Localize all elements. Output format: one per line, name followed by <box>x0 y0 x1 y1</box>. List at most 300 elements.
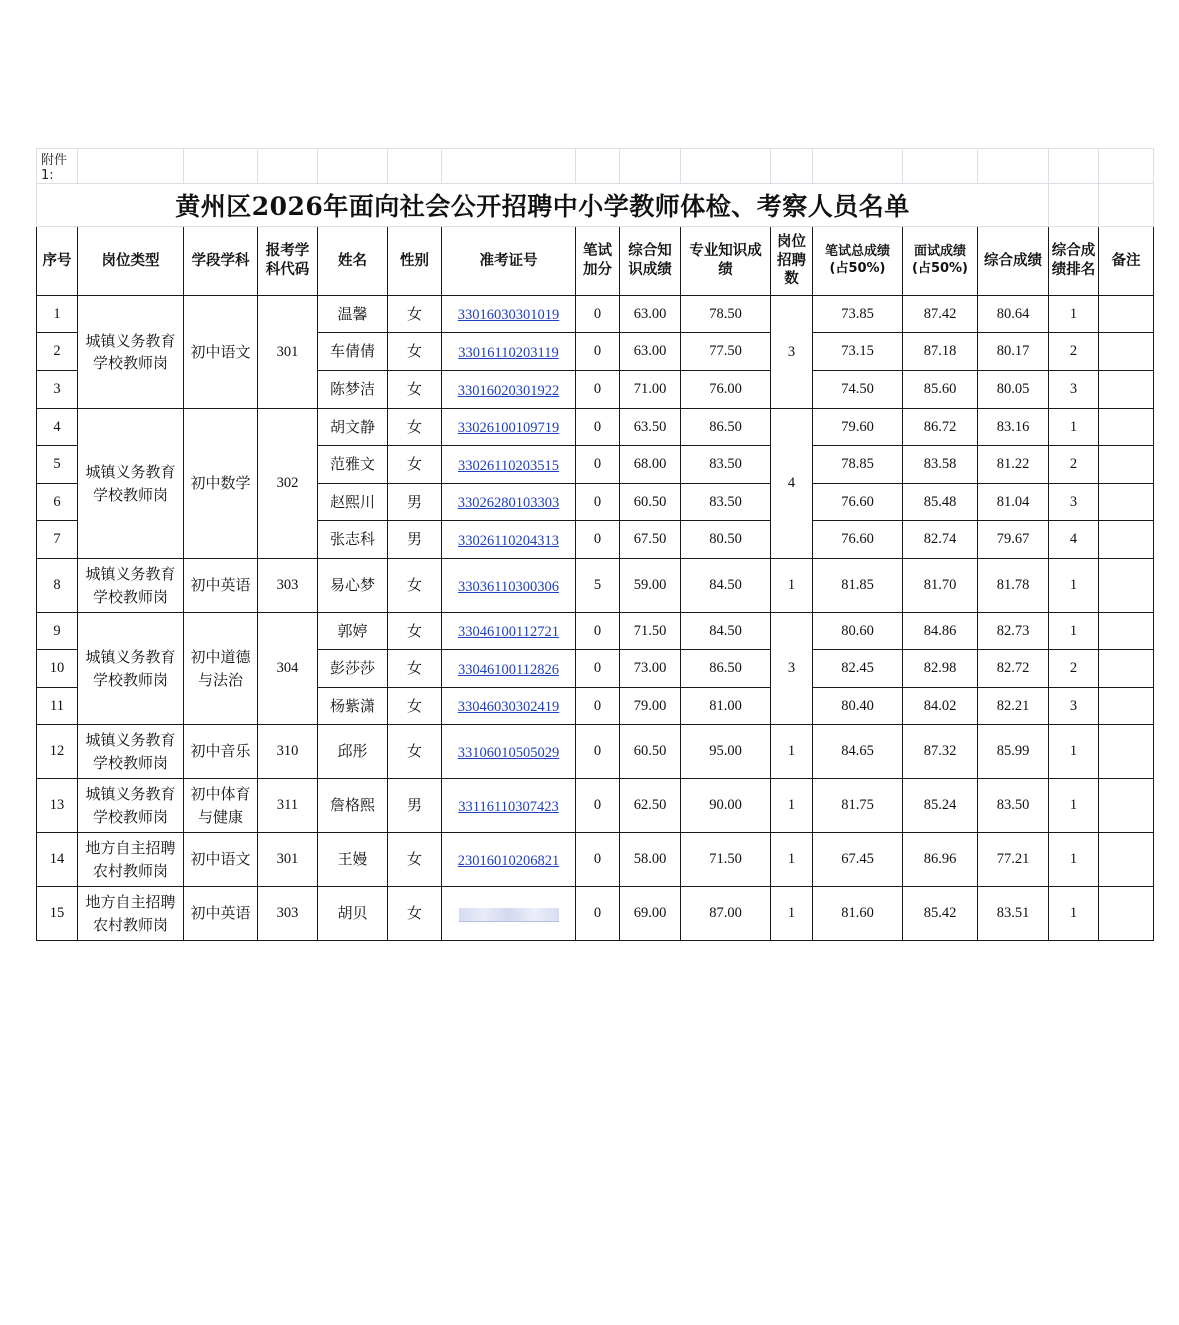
cell-exam-no <box>442 779 576 833</box>
cell-interview: 87.42 <box>903 296 978 333</box>
cell-post-type <box>78 613 184 725</box>
post-type-line: 城镇义务教育 <box>85 565 176 583</box>
table-row <box>37 613 1154 650</box>
table-row <box>37 559 1154 613</box>
cell-quota: 3 <box>771 296 813 409</box>
cell-composite: 81.78 <box>978 559 1049 613</box>
cell-exam-no <box>442 613 576 650</box>
cell-gender: 女 <box>388 613 442 650</box>
cell-written: 81.85 <box>813 559 903 613</box>
header-code-line: 科代码 <box>265 262 310 278</box>
cell-written: 78.85 <box>813 446 903 484</box>
cell-general: 63.00 <box>620 296 681 333</box>
cell-name: 温馨 <box>318 296 388 333</box>
post-type-line: 地方自主招聘 <box>85 839 176 857</box>
cell-general: 58.00 <box>620 833 681 887</box>
exam-no-link[interactable]: 33046100112721 <box>458 624 559 640</box>
cell-rank: 2 <box>1049 446 1099 484</box>
cell-exam-no <box>442 559 576 613</box>
cell-quota: 1 <box>771 887 813 941</box>
post-type-line: 城镇义务教育 <box>85 731 176 749</box>
cell-composite: 81.04 <box>978 484 1049 521</box>
cell-gender: 女 <box>388 650 442 688</box>
cell-gender: 女 <box>388 688 442 725</box>
cell-exam-no <box>442 484 576 521</box>
cell-name: 车倩倩 <box>318 333 388 371</box>
cell-rank: 2 <box>1049 650 1099 688</box>
cell-exam-no <box>442 371 576 409</box>
cell-code: 303 <box>258 887 318 941</box>
header-code <box>258 227 318 296</box>
cell-subject <box>184 779 258 833</box>
cell-written: 80.60 <box>813 613 903 650</box>
cell-exam-no <box>442 725 576 779</box>
exam-no-link[interactable]: 33026110203515 <box>458 457 559 474</box>
cell-seq: 13 <box>37 779 78 833</box>
cell-interview: 84.86 <box>903 613 978 650</box>
header-name: 姓名 <box>318 227 388 296</box>
cell-subject <box>184 409 258 559</box>
cell-professional: 86.50 <box>681 409 771 446</box>
cell-rank: 3 <box>1049 484 1099 521</box>
cell-subject <box>184 296 258 409</box>
cell-general: 71.00 <box>620 371 681 409</box>
cell-code: 303 <box>258 559 318 613</box>
cell-seq: 5 <box>37 446 78 484</box>
header-written <box>813 227 903 296</box>
cell-seq: 8 <box>37 559 78 613</box>
cell-interview: 85.42 <box>903 887 978 941</box>
header-general-line: 识成绩 <box>628 262 672 278</box>
cell-rank: 3 <box>1049 371 1099 409</box>
post-type-line: 城镇义务教育 <box>85 463 176 481</box>
cell-composite: 82.73 <box>978 613 1049 650</box>
table-row <box>37 887 1154 941</box>
cell-quota: 1 <box>771 725 813 779</box>
post-type-line: 学校教师岗 <box>92 485 168 504</box>
cell-composite: 85.99 <box>978 725 1049 779</box>
subject-line: 初中英语 <box>190 904 251 923</box>
header-seq: 序号 <box>37 227 78 296</box>
cell-interview: 83.58 <box>903 446 978 484</box>
cell-composite: 83.51 <box>978 887 1049 941</box>
cell-gender: 女 <box>388 725 442 779</box>
header-written-line: (占50%) <box>829 261 886 276</box>
cell-remark <box>1099 521 1154 559</box>
cell-gender: 女 <box>388 446 442 484</box>
cell-written: 80.40 <box>813 688 903 725</box>
cell-gender: 男 <box>388 521 442 559</box>
post-type-line: 地方自主招聘 <box>85 893 176 911</box>
cell-name: 张志科 <box>318 521 388 559</box>
cell-bonus: 5 <box>576 559 620 613</box>
post-type-line: 城镇义务教育 <box>85 331 176 350</box>
subject-line: 初中数学 <box>190 474 251 493</box>
cell-name: 郭婷 <box>318 613 388 650</box>
header-quota-line: 岗位 <box>777 233 806 250</box>
cell-exam-no <box>442 333 576 371</box>
page-title: 黄州区2026年面向社会公开招聘中小学教师体检、考察人员名单 <box>37 184 1049 227</box>
table-row <box>37 296 1154 333</box>
cell-code: 301 <box>258 296 318 409</box>
exam-no-link[interactable]: 33016110203119 <box>458 344 559 361</box>
post-type-line: 城镇义务教育 <box>85 785 176 803</box>
redacted-exam-no <box>459 908 559 922</box>
header-exam-no: 准考证号 <box>442 227 576 296</box>
post-type-line: 农村教师岗 <box>92 861 168 880</box>
cell-exam-no <box>442 688 576 725</box>
cell-composite: 79.67 <box>978 521 1049 559</box>
cell-rank: 1 <box>1049 725 1099 779</box>
cell-gender: 女 <box>388 833 442 887</box>
cell-remark <box>1099 725 1154 779</box>
cell-composite: 77.21 <box>978 833 1049 887</box>
cell-composite: 83.50 <box>978 779 1049 833</box>
cell-post-type <box>78 296 184 409</box>
cell-name: 易心梦 <box>318 559 388 613</box>
cell-general: 59.00 <box>620 559 681 613</box>
cell-interview: 85.48 <box>903 484 978 521</box>
cell-gender: 女 <box>388 333 442 371</box>
cell-remark <box>1099 296 1154 333</box>
cell-written: 81.60 <box>813 887 903 941</box>
subject-line: 初中英语 <box>190 576 251 595</box>
cell-seq: 14 <box>37 833 78 887</box>
header-gender: 性别 <box>388 227 442 296</box>
cell-written: 76.60 <box>813 484 903 521</box>
cell-general: 60.50 <box>620 725 681 779</box>
cell-composite: 82.21 <box>978 688 1049 725</box>
cell-interview: 87.32 <box>903 725 978 779</box>
cell-name: 詹格熙 <box>318 779 388 833</box>
subject-line: 初中音乐 <box>190 742 251 761</box>
post-type-line: 学校教师岗 <box>92 670 168 689</box>
cell-exam-no <box>442 409 576 446</box>
cell-subject <box>184 725 258 779</box>
cell-name: 胡贝 <box>318 887 388 941</box>
cell-rank: 1 <box>1049 409 1099 446</box>
cell-interview: 82.74 <box>903 521 978 559</box>
cell-general: 60.50 <box>620 484 681 521</box>
cell-seq: 1 <box>37 296 78 333</box>
exam-no-link[interactable]: 33016030301019 <box>457 307 560 323</box>
cell-written: 74.50 <box>813 371 903 409</box>
cell-remark <box>1099 333 1154 371</box>
cell-name: 范雅文 <box>318 446 388 484</box>
cell-professional: 90.00 <box>681 779 771 833</box>
cell-subject <box>184 833 258 887</box>
post-type-line: 城镇义务教育 <box>85 648 176 666</box>
cell-composite: 81.22 <box>978 446 1049 484</box>
cell-written: 84.65 <box>813 725 903 779</box>
cell-gender: 女 <box>388 371 442 409</box>
cell-remark <box>1099 650 1154 688</box>
cell-seq: 2 <box>37 333 78 371</box>
exam-no-link[interactable]: 33106010505029 <box>457 744 560 761</box>
cell-general: 68.00 <box>620 446 681 484</box>
cell-rank: 1 <box>1049 559 1099 613</box>
cell-remark <box>1099 371 1154 409</box>
cell-name: 杨紫潇 <box>318 688 388 725</box>
cell-written: 67.45 <box>813 833 903 887</box>
cell-remark <box>1099 484 1154 521</box>
table-row <box>37 725 1154 779</box>
cell-quota: 1 <box>771 559 813 613</box>
cell-professional: 84.50 <box>681 613 771 650</box>
header-written-line: 笔试总成绩 <box>824 244 890 260</box>
cell-professional: 78.50 <box>681 296 771 333</box>
post-type-line: 学校教师岗 <box>92 753 168 772</box>
table-row <box>37 409 1154 446</box>
cell-subject <box>184 559 258 613</box>
cell-exam-no <box>442 887 576 941</box>
header-interview <box>903 227 978 296</box>
cell-seq: 4 <box>37 409 78 446</box>
cell-name: 彭莎莎 <box>318 650 388 688</box>
cell-interview: 86.72 <box>903 409 978 446</box>
header-rank <box>1049 227 1099 296</box>
post-type-line: 学校教师岗 <box>92 807 168 826</box>
subject-line: 初中道德 <box>190 648 251 666</box>
cell-bonus: 0 <box>576 484 620 521</box>
cell-professional: 81.00 <box>681 688 771 725</box>
header-professional-line: 专业知识成 <box>689 243 762 260</box>
cell-seq: 3 <box>37 371 78 409</box>
cell-remark <box>1099 887 1154 941</box>
subject-line: 初中语文 <box>190 342 251 361</box>
cell-written: 73.15 <box>813 333 903 371</box>
cell-general: 79.00 <box>620 688 681 725</box>
cell-professional: 87.00 <box>681 887 771 941</box>
cell-bonus: 0 <box>576 371 620 409</box>
cell-composite: 80.64 <box>978 296 1049 333</box>
header-quota-line: 招聘 <box>777 252 806 269</box>
cell-rank: 1 <box>1049 613 1099 650</box>
cell-professional: 77.50 <box>681 333 771 371</box>
cell-bonus: 0 <box>576 779 620 833</box>
exam-no-link[interactable]: 33026110204313 <box>458 532 559 549</box>
header-professional <box>681 227 771 296</box>
attachment-row <box>37 149 1154 184</box>
cell-code: 311 <box>258 779 318 833</box>
cell-gender: 男 <box>388 779 442 833</box>
cell-post-type <box>78 725 184 779</box>
header-composite: 综合成绩 <box>978 227 1049 296</box>
exam-no-link[interactable]: 33116110307423 <box>458 798 559 815</box>
cell-written: 73.85 <box>813 296 903 333</box>
header-bonus <box>576 227 620 296</box>
cell-post-type <box>78 559 184 613</box>
header-bonus-line: 笔试 <box>583 243 612 260</box>
exam-no-link[interactable]: 23016010206821 <box>457 852 560 869</box>
cell-name: 王嫚 <box>318 833 388 887</box>
cell-bonus: 0 <box>576 688 620 725</box>
cell-exam-no <box>442 296 576 333</box>
exam-no-link[interactable]: 33026280103303 <box>457 495 560 511</box>
cell-subject <box>184 613 258 725</box>
cell-bonus: 0 <box>576 521 620 559</box>
cell-rank: 1 <box>1049 887 1099 941</box>
cell-written: 81.75 <box>813 779 903 833</box>
cell-written: 82.45 <box>813 650 903 688</box>
cell-code: 302 <box>258 409 318 559</box>
cell-professional: 84.50 <box>681 559 771 613</box>
subject-line: 初中语文 <box>190 850 251 869</box>
candidate-table <box>36 148 1154 941</box>
table-header-row <box>37 227 1154 296</box>
cell-interview: 85.24 <box>903 779 978 833</box>
cell-bonus: 0 <box>576 833 620 887</box>
cell-seq: 9 <box>37 613 78 650</box>
cell-remark <box>1099 688 1154 725</box>
cell-composite: 80.17 <box>978 333 1049 371</box>
cell-quota: 1 <box>771 833 813 887</box>
cell-bonus: 0 <box>576 409 620 446</box>
header-professional-line: 绩 <box>718 262 733 278</box>
cell-interview: 81.70 <box>903 559 978 613</box>
cell-post-type <box>78 779 184 833</box>
cell-seq: 11 <box>37 688 78 725</box>
cell-name: 胡文静 <box>318 409 388 446</box>
subject-line: 与法治 <box>197 670 243 689</box>
cell-name: 陈梦洁 <box>318 371 388 409</box>
subject-line: 与健康 <box>197 807 243 826</box>
header-rank-line: 绩排名 <box>1051 262 1096 278</box>
header-bonus-line: 加分 <box>583 262 612 278</box>
cell-interview: 85.60 <box>903 371 978 409</box>
cell-professional: 80.50 <box>681 521 771 559</box>
header-subject: 学段学科 <box>184 227 258 296</box>
cell-gender: 女 <box>388 409 442 446</box>
cell-remark <box>1099 833 1154 887</box>
cell-seq: 7 <box>37 521 78 559</box>
cell-remark <box>1099 779 1154 833</box>
header-interview-line: (占50%) <box>912 261 968 276</box>
cell-bonus: 0 <box>576 613 620 650</box>
cell-bonus: 0 <box>576 333 620 371</box>
cell-seq: 10 <box>37 650 78 688</box>
header-general <box>620 227 681 296</box>
cell-exam-no <box>442 521 576 559</box>
cell-bonus: 0 <box>576 887 620 941</box>
exam-no-link[interactable]: 33016020301922 <box>457 382 560 399</box>
cell-post-type <box>78 409 184 559</box>
cell-written: 76.60 <box>813 521 903 559</box>
cell-bonus: 0 <box>576 725 620 779</box>
cell-gender: 女 <box>388 296 442 333</box>
cell-bonus: 0 <box>576 650 620 688</box>
table-row <box>37 833 1154 887</box>
exam-no-link[interactable]: 33046100112826 <box>458 661 559 678</box>
cell-bonus: 0 <box>576 296 620 333</box>
cell-written: 79.60 <box>813 409 903 446</box>
cell-general: 63.00 <box>620 333 681 371</box>
cell-general: 69.00 <box>620 887 681 941</box>
subject-line: 初中体育 <box>190 785 251 803</box>
cell-rank: 4 <box>1049 521 1099 559</box>
cell-code: 304 <box>258 613 318 725</box>
cell-rank: 1 <box>1049 779 1099 833</box>
cell-composite: 80.05 <box>978 371 1049 409</box>
cell-code: 301 <box>258 833 318 887</box>
cell-interview: 84.02 <box>903 688 978 725</box>
cell-general: 73.00 <box>620 650 681 688</box>
cell-quota: 3 <box>771 613 813 725</box>
cell-professional: 83.50 <box>681 484 771 521</box>
exam-no-link[interactable]: 33036110300306 <box>458 578 559 595</box>
header-interview-line: 面试成绩 <box>913 244 966 260</box>
cell-quota: 1 <box>771 779 813 833</box>
cell-name: 赵熙川 <box>318 484 388 521</box>
cell-post-type <box>78 833 184 887</box>
cell-seq: 15 <box>37 887 78 941</box>
cell-remark <box>1099 446 1154 484</box>
header-remark: 备注 <box>1099 227 1154 296</box>
cell-rank: 3 <box>1049 688 1099 725</box>
cell-professional: 83.50 <box>681 446 771 484</box>
cell-remark <box>1099 559 1154 613</box>
header-rank-line: 综合成 <box>1051 243 1096 260</box>
cell-quota: 4 <box>771 409 813 559</box>
cell-exam-no <box>442 833 576 887</box>
header-post-type: 岗位类型 <box>78 227 184 296</box>
cell-professional: 86.50 <box>681 650 771 688</box>
cell-professional: 95.00 <box>681 725 771 779</box>
cell-professional: 71.50 <box>681 833 771 887</box>
cell-rank: 1 <box>1049 833 1099 887</box>
cell-gender: 男 <box>388 484 442 521</box>
post-type-line: 学校教师岗 <box>92 354 168 372</box>
cell-rank: 1 <box>1049 296 1099 333</box>
exam-no-link[interactable]: 33046030302419 <box>457 699 560 715</box>
cell-composite: 82.72 <box>978 650 1049 688</box>
header-quota <box>771 227 813 296</box>
title-row <box>37 184 1154 227</box>
header-quota-line: 数 <box>784 271 799 288</box>
cell-seq: 12 <box>37 725 78 779</box>
spreadsheet <box>36 148 1153 941</box>
cell-subject <box>184 887 258 941</box>
cell-interview: 86.96 <box>903 833 978 887</box>
cell-bonus: 0 <box>576 446 620 484</box>
cell-remark <box>1099 613 1154 650</box>
cell-exam-no <box>442 650 576 688</box>
post-type-line: 学校教师岗 <box>92 587 168 606</box>
cell-exam-no <box>442 446 576 484</box>
cell-interview: 82.98 <box>903 650 978 688</box>
header-general-line: 综合知 <box>628 243 672 260</box>
cell-general: 71.50 <box>620 613 681 650</box>
header-code-line: 报考学 <box>265 243 310 260</box>
exam-no-link[interactable]: 33026100109719 <box>457 420 560 436</box>
cell-rank: 2 <box>1049 333 1099 371</box>
cell-remark <box>1099 409 1154 446</box>
cell-general: 67.50 <box>620 521 681 559</box>
cell-interview: 87.18 <box>903 333 978 371</box>
cell-professional: 76.00 <box>681 371 771 409</box>
cell-seq: 6 <box>37 484 78 521</box>
attachment-label: 附件1: <box>37 149 78 184</box>
table-row <box>37 779 1154 833</box>
cell-gender: 女 <box>388 559 442 613</box>
cell-general: 62.50 <box>620 779 681 833</box>
cell-gender: 女 <box>388 887 442 941</box>
cell-name: 邱彤 <box>318 725 388 779</box>
cell-code: 310 <box>258 725 318 779</box>
cell-general: 63.50 <box>620 409 681 446</box>
cell-post-type <box>78 887 184 941</box>
cell-composite: 83.16 <box>978 409 1049 446</box>
